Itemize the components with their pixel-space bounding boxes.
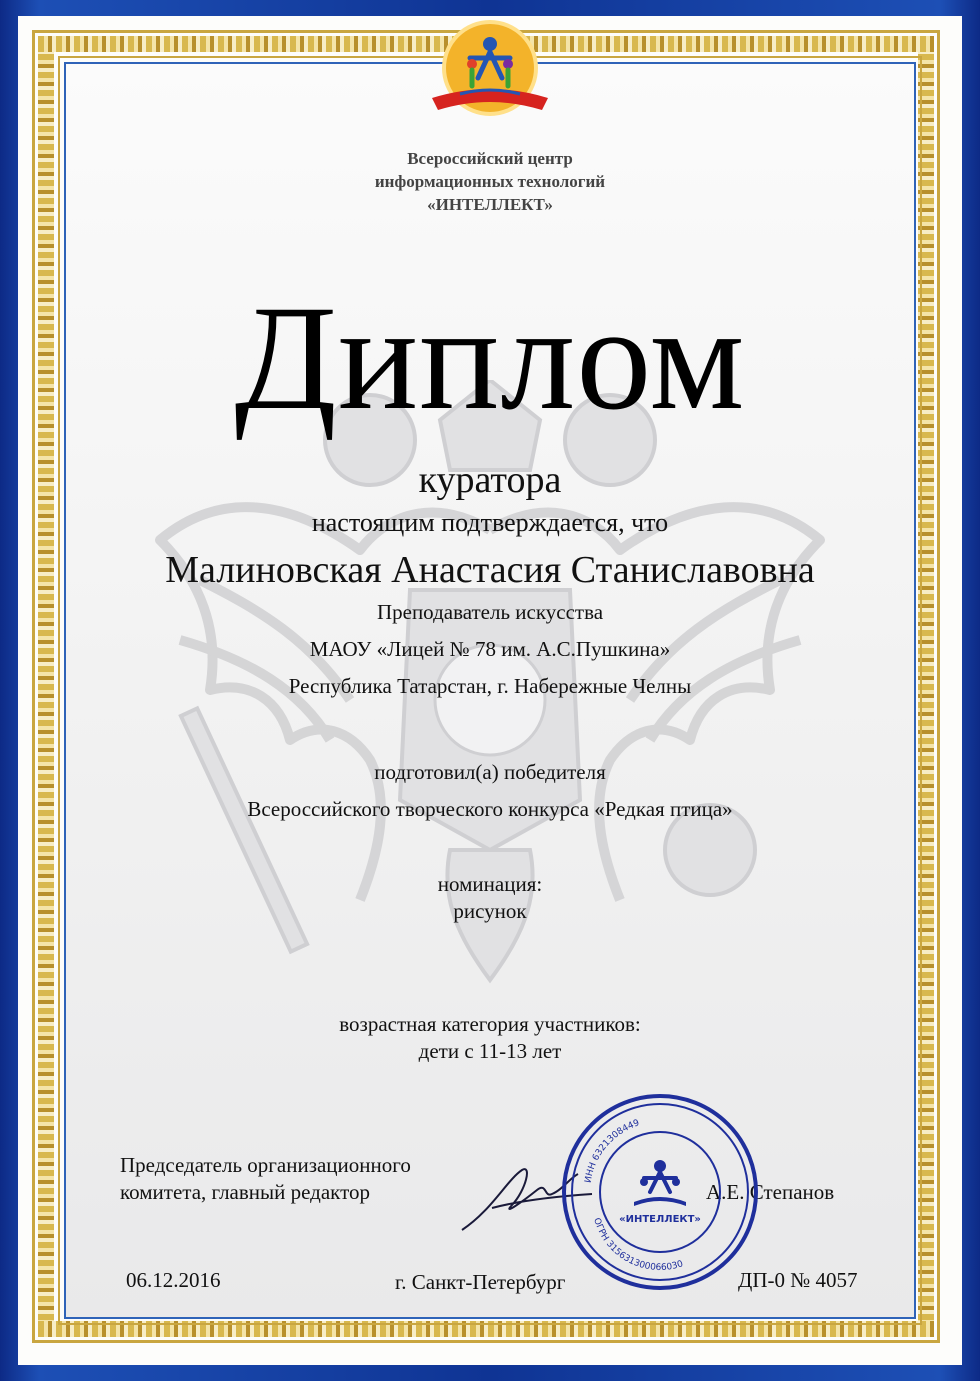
recipient-location: Республика Татарстан, г. Набережные Челны: [288, 674, 692, 698]
svg-text:ОГРН 315631300066030: [591, 1217, 685, 1273]
contest-name: Всероссийского творческого конкурса «Редкая птица»: [247, 797, 733, 821]
issue-city: г. Санкт-Петербург: [395, 1270, 566, 1294]
organization-line-1: Всероссийский центр: [407, 149, 573, 168]
intellect-logo-icon: [430, 20, 550, 120]
signatory-role-line-2: комитета, главный редактор: [120, 1180, 370, 1204]
issue-date: 06.12.2016: [126, 1268, 221, 1292]
stamp-bottom-text: ОГРН 315631300066030: [591, 1216, 685, 1274]
confirmation-text: настоящим подтверждается, что: [311, 508, 669, 537]
nomination-label: номинация:: [437, 872, 543, 896]
prepared-text: подготовил(а) победителя: [374, 760, 606, 784]
signatory-role-line-1: Председатель организационного: [120, 1153, 411, 1177]
svg-text:ИНН 6321308449: [584, 1118, 641, 1184]
diploma-number: ДП-0 № 4057: [738, 1268, 858, 1292]
organization-line-2: информационных технологий: [374, 172, 606, 191]
diploma-subtitle: куратора: [418, 459, 562, 501]
age-category-label: возрастная категория участников:: [339, 1012, 641, 1036]
recipient-name: Малиновская Анастасия Станиславовна: [165, 549, 815, 591]
recipient-school: МАОУ «Лицей № 78 им. А.С.Пушкина»: [309, 637, 671, 661]
nomination-value: рисунок: [453, 899, 527, 923]
official-stamp-icon: [560, 1092, 760, 1292]
signatory-name: А.Е. Степанов: [706, 1180, 835, 1204]
stamp-center-text: «ИНТЕЛЛЕКТ»: [619, 1214, 701, 1225]
stamp-top-text: ИНН 6321308449: [583, 1118, 641, 1184]
diploma-title: Диплом: [234, 275, 746, 441]
organization-line-3: «ИНТЕЛЛЕКТ»: [427, 195, 553, 214]
age-category-value: дети с 11-13 лет: [418, 1039, 562, 1063]
recipient-position: Преподаватель искусства: [376, 600, 604, 624]
